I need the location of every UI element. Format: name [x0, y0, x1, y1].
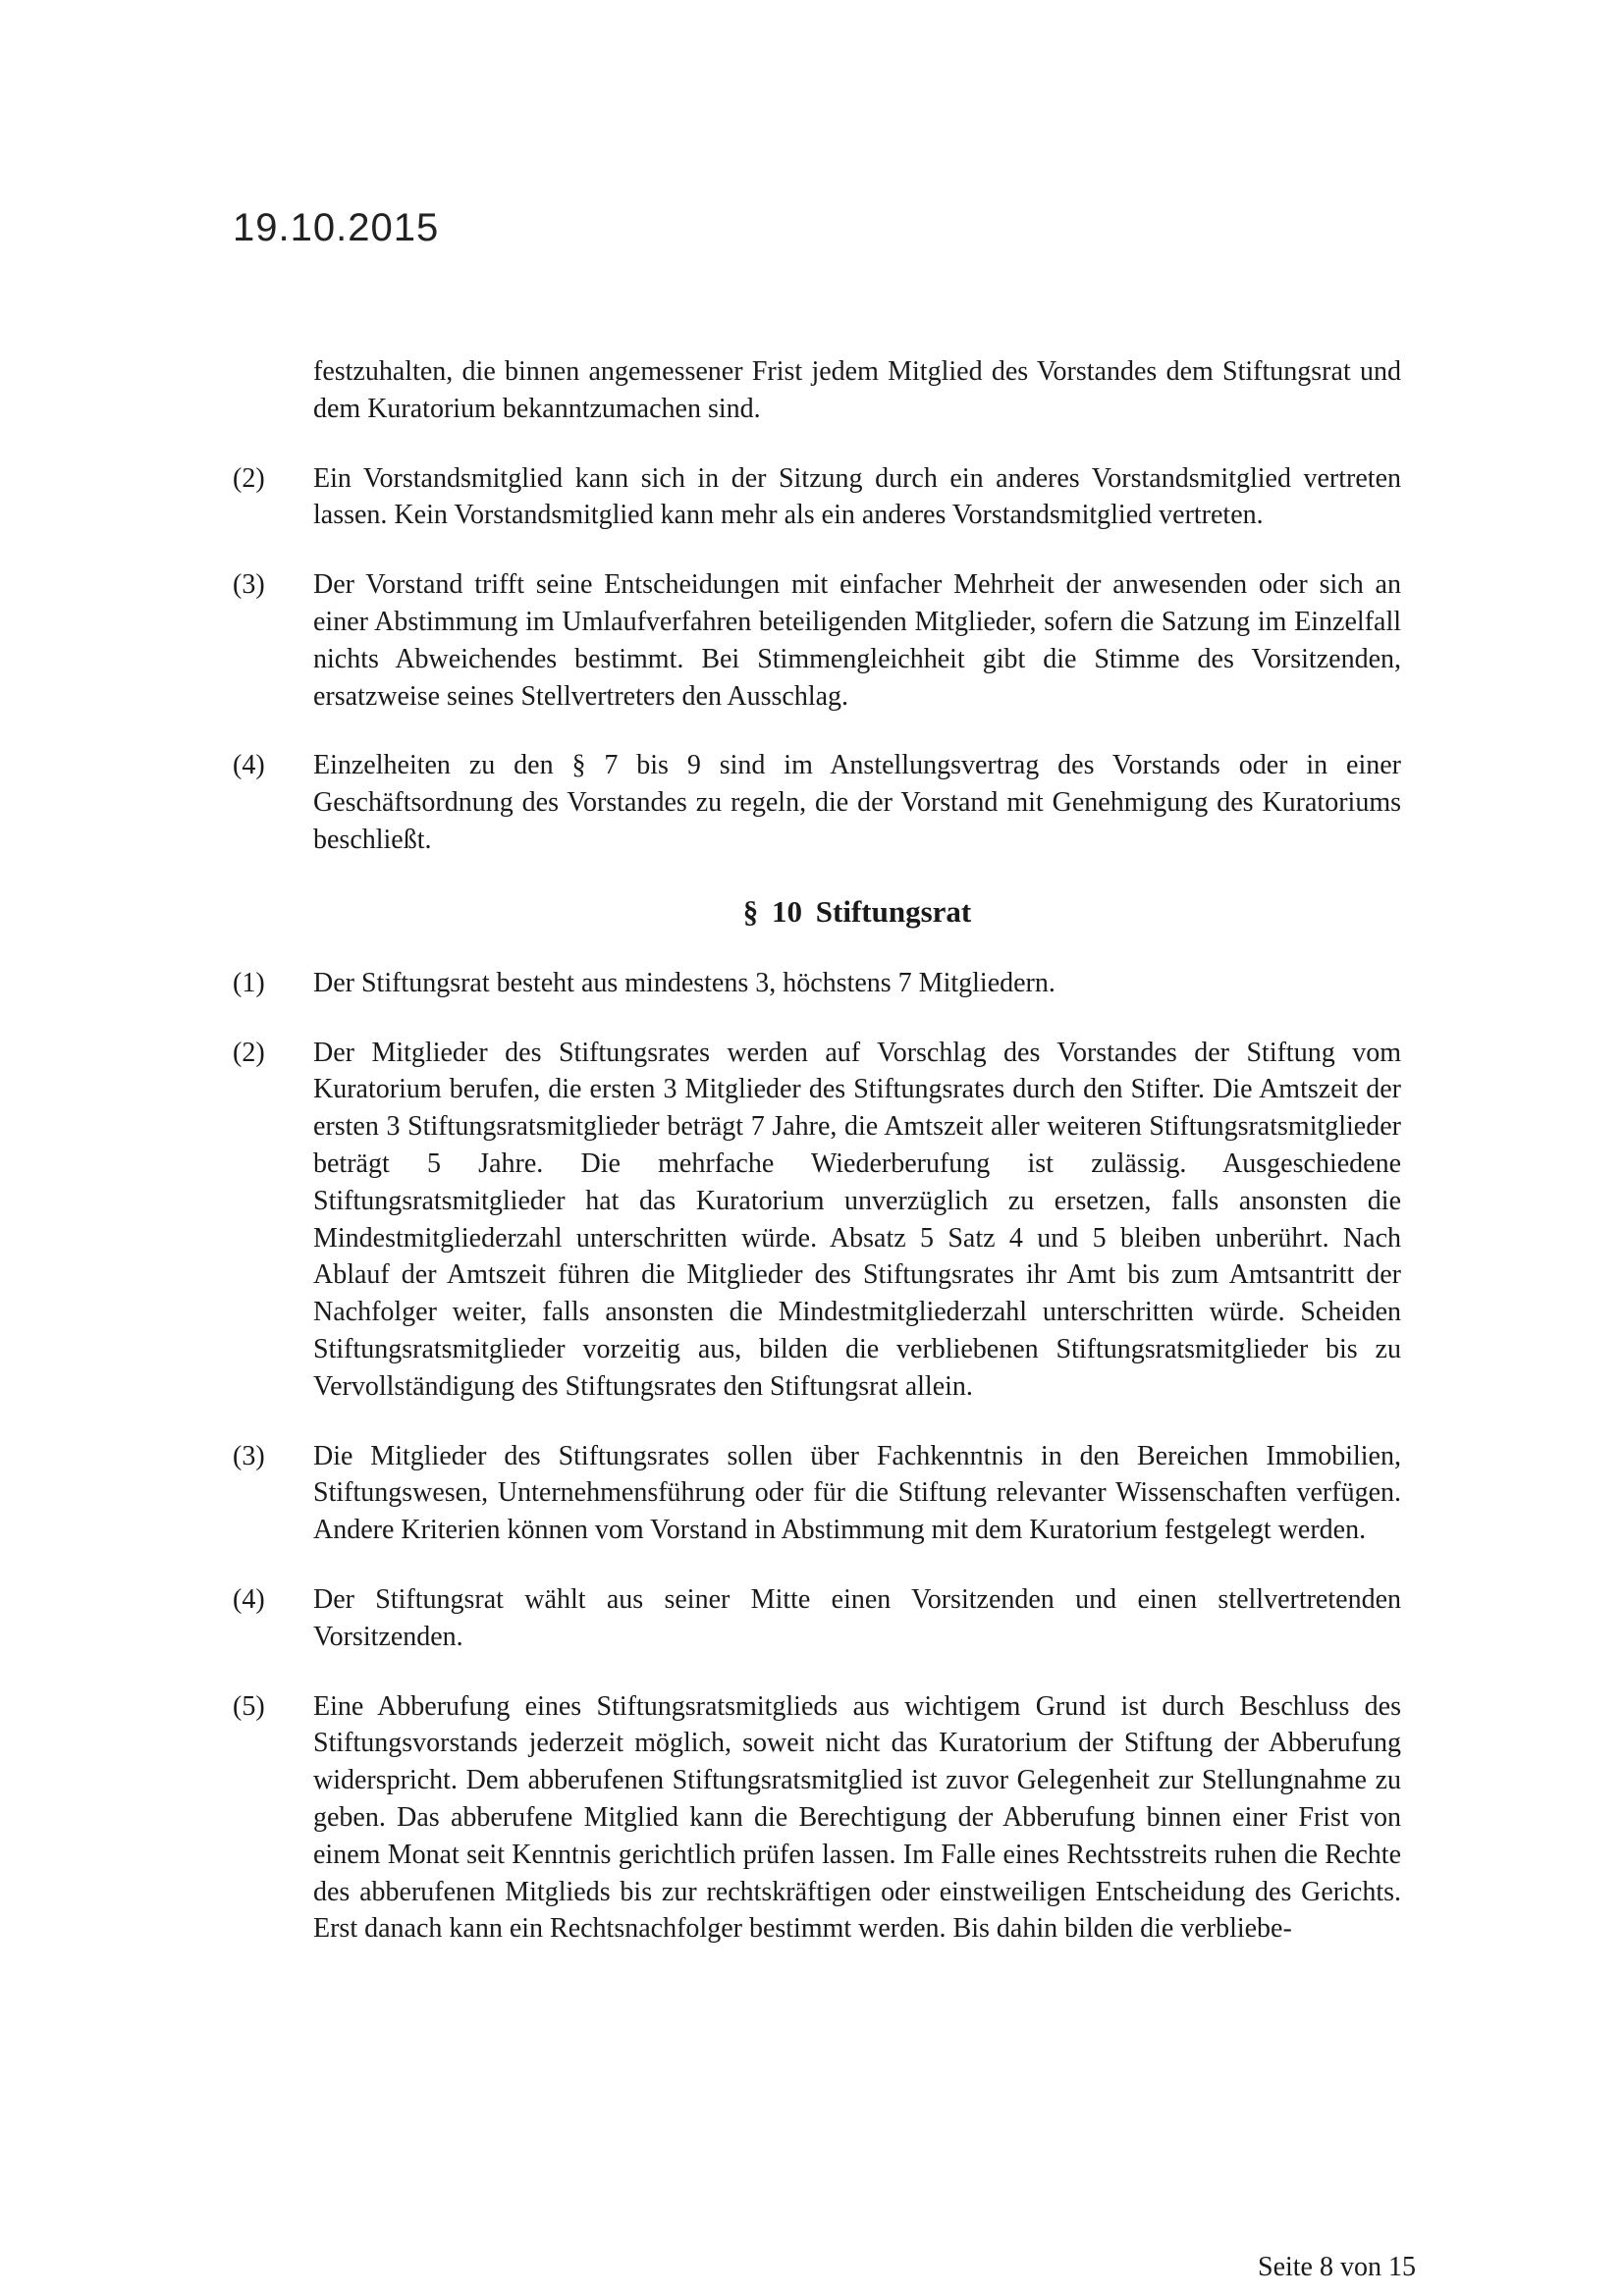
paragraph-text: Der Stiftungsrat besteht aus mindestens 3, höchstens 7 Mitgliedern. [313, 967, 1056, 998]
paragraph-text: Ein Vorstandsmitglied kann sich in der Sitzung durch ein anderes Vorstandsmitglied vertreten lassen. Kein Vorstandsmitglied kann mehr als ein anderes Vorstandsmitglied vertreten. [313, 462, 1401, 531]
paragraph-text: Einzelheiten zu den § 7 bis 9 sind im Anstellungsvertrag des Vorstands oder in einer Geschäftsordnung des Vorstandes zu regeln, die der Vorstand mit Genehmigung des Kuratoriums beschließt. [313, 750, 1401, 855]
paragraph-number: (3) [233, 569, 265, 601]
paragraph-number: (5) [233, 1690, 265, 1722]
paragraph-text: Die Mitglieder des Stiftungsrates sollen über Fachkenntnis in den Bereichen Immobilien, Stiftungswesen, Unternehmensführung oder für die Stiftung relevanter Wissenschaften verfügen. Andere Kriterien können vom Vorstand in Abstimmung mit dem Kuratorium festgelegt werden. [313, 1440, 1401, 1546]
paragraph-text: Der Mitglieder des Stiftungsrates werden auf Vorschlag des Vorstandes der Stiftung vom Kuratorium berufen, die ersten 3 Mitglieder des Stiftungsrates durch den Stifter. Die Amtszeit der ersten 3 Stiftungsratsmitglieder beträgt 7 Jahre, die Amtszeit aller weiteren Stiftungsratsmitglieder beträgt 5 Jahre. Die mehrfache Wiederberufung ist zulässig. Ausgeschiedene Stiftungsratsmitglieder hat das Kuratorium unverzüglich zu ersetzen, falls ansonsten die Mindestmitgliederzahl unterschritten würde. Absatz 5 Satz 4 und 5 bleiben unberührt. Nach Ablauf der Amtszeit führen die Mitglieder des Stiftungsrates ihr Amt bis zum Amtsantritt der Nachfolger weiter, falls ansonsten die Mindestmitgliederzahl unterschritten würde. Scheiden Stiftungsratsmitglieder vorzeitig aus, bilden die verbliebenen Stiftungsratsmitglieder bis zu Vervollständigung des Stiftungsrates den Stiftungsrat allein. [313, 1037, 1401, 1402]
section10-paragraph-3 [233, 1438, 1401, 1549]
paragraph-number: (2) [233, 462, 265, 494]
section10-paragraph-1 [233, 965, 1401, 1002]
paragraph-number: (2) [233, 1037, 265, 1068]
paragraph-number: (3) [233, 1440, 265, 1471]
section9-paragraph-3 [233, 566, 1401, 715]
section10-paragraph-4 [233, 1581, 1401, 1656]
section10-paragraph-5 [233, 1688, 1401, 1949]
paragraph-continuation: festzuhalten, die binnen angemessener Frist jedem Mitglied des Vorstandes dem Stiftungsrat und dem Kuratorium bekanntzumachen sind. [313, 356, 1401, 424]
document-body [233, 353, 1401, 1980]
section9-paragraph-2 [233, 460, 1401, 535]
paragraph-number: (4) [233, 1583, 265, 1615]
paragraph-text: Der Vorstand trifft seine Entscheidungen mit einfacher Mehrheit der anwesenden oder sich an einer Abstimmung im Umlaufverfahren beteiligenden Mitglieder, sofern die Satzung im Einzelfall nichts Abweichendes bestimmt. Bei Stimmengleichheit gibt die Stimme des Vorsitzenden, ersatzweise seines Stellvertreters den Ausschlag. [313, 569, 1401, 712]
paragraph-number: (1) [233, 967, 265, 998]
section9-paragraph-4 [233, 747, 1401, 858]
paragraph-text: Der Stiftungsrat wählt aus seiner Mitte einen Vorsitzenden und einen stellvertretenden Vorsitzenden. [313, 1583, 1401, 1652]
page-date: 19.10.2015 [233, 206, 440, 249]
paragraph-number: (4) [233, 750, 265, 781]
section10-paragraph-2 [233, 1035, 1401, 1406]
paragraph-text: Eine Abberufung eines Stiftungsratsmitglieds aus wichtigem Grund ist durch Beschluss des Stiftungsvorstands jederzeit möglich, soweit nicht das Kuratorium der Stiftung der Abberufung widerspricht. Dem abberufenen Stiftungsratsmitglied ist zuvor Gelegenheit zur Stellungnahme zu geben. Das abberufene Mitglied kann die Berechtigung der Abberufung binnen einer Frist von einem Monat seit Kenntnis gerichtlich prüfen lassen. Im Falle eines Rechtsstreits ruhen die Rechte des abberufenen Mitglieds bis zur rechtskräftigen oder einstweiligen Entscheidung des Gerichts. Erst danach kann ein Rechtsnachfolger bestimmt werden. Bis dahin bilden die verbliebe- [313, 1690, 1401, 1945]
page-number: Seite 8 von 15 [1258, 2252, 1416, 2282]
section10-heading: § 10 Stiftungsrat [742, 893, 972, 929]
